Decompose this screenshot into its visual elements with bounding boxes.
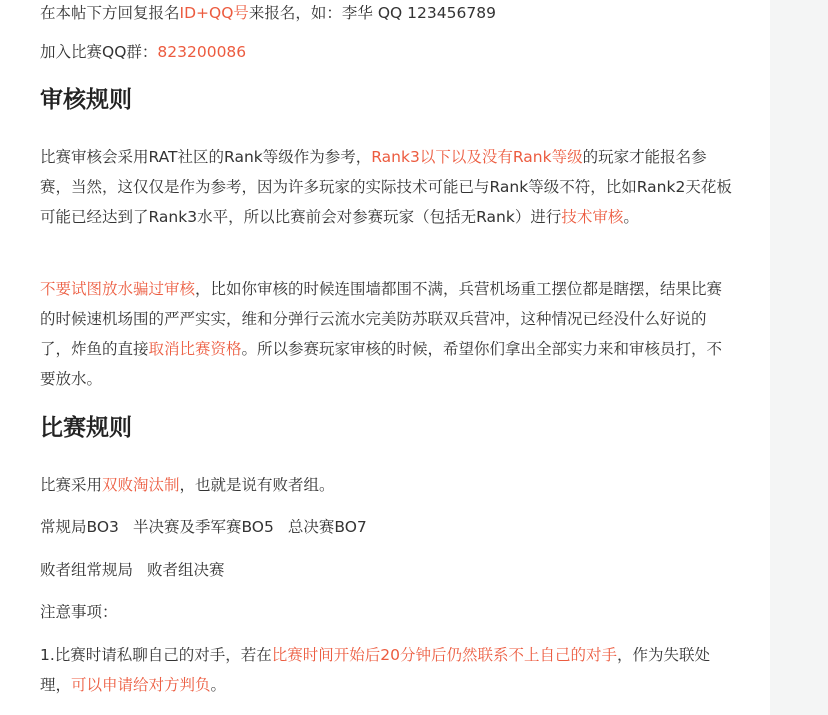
text-span: 败者组决赛: [147, 561, 225, 579]
registration-instruction: [40, 0, 730, 28]
text-span: ，也就是说有败者组。: [179, 476, 335, 494]
audit-rules-paragraph-1: [40, 142, 732, 232]
disqualify-highlight: 取消比赛资格: [148, 340, 242, 358]
text-span: ，比如你审核的时候连围墙都围不满，兵营机场重工摆位都是瞎摆，结果比赛的时候速机场围的严严实实，维和分弹行云流水完美防苏联双兵营冲，这种情况已经没什么好说的了，炸鱼的直接: [40, 280, 723, 358]
skill-audit-highlight: 技术审核: [561, 208, 624, 226]
registration-highlight: ID+QQ号: [179, 4, 249, 22]
losers-bracket-line: [40, 555, 732, 585]
text-span: 1.比赛时请私聊自己的对手，若在: [40, 646, 272, 664]
match-rules-heading: 比赛规则: [40, 415, 132, 441]
text-span: 比赛审核会采用RAT社区的Rank等级作为参考，: [40, 148, 372, 166]
notice-label: 注意事项：: [40, 603, 118, 621]
match-format-line: [40, 470, 732, 500]
text-span: 败者组常规局: [40, 561, 134, 579]
best-of-line: [40, 512, 732, 542]
forfeit-highlight: 可以申请给对方判负: [71, 676, 211, 694]
text-span: 半决赛及季军赛BO5: [132, 518, 274, 536]
text-span: 常规局BO3: [40, 518, 119, 536]
text-span: 。: [623, 208, 639, 226]
qq-group-line: [40, 37, 730, 67]
text-span: 。所以参赛玩家审核的时候，希望你们拿出全部实力来和审核员打，不要放水。: [40, 340, 723, 388]
rank-requirement-highlight: Rank3以下以及没有Rank等级: [371, 148, 583, 166]
double-elimination-highlight: 双败淘汰制: [102, 476, 180, 494]
notice-item-1: [40, 640, 732, 700]
no-sandbagging-highlight: 不要试图放水骗过审核: [40, 280, 196, 298]
text-span: 的玩家才能报名参赛，当然，这仅仅是作为参考，因为许多玩家的实际技术可能已与Rank等级不符，比如Rank2天花板可能已经达到了Rank3水平，所以比赛前会对参赛玩家（包括无Rank）进行: [40, 148, 732, 226]
qq-group-label: 加入比赛QQ群：: [40, 43, 158, 61]
registration-prefix: 在本帖下方回复报名: [40, 4, 180, 22]
qq-group-number[interactable]: 823200086: [157, 43, 247, 61]
audit-rules-heading: 审核规则: [40, 87, 132, 113]
text-span: ，作为失联处理，: [40, 646, 711, 694]
contact-timeout-highlight: 比赛时间开始后20分钟后仍然联系不上自己的对手: [271, 646, 618, 664]
text-span: 。: [210, 676, 227, 694]
text-span: 比赛采用: [40, 476, 103, 494]
audit-rules-paragraph-2: [40, 274, 732, 394]
text-span: 总决赛BO7: [287, 518, 367, 536]
registration-suffix: 来报名，如：李华 QQ 123456789: [248, 4, 496, 22]
